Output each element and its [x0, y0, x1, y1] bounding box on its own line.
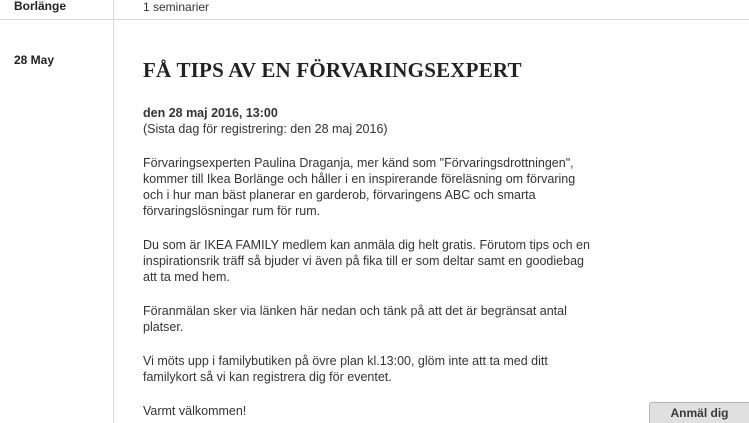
previous-event-seminar-count: 1 seminarier — [143, 0, 210, 14]
event-paragraph: Förvaringsexperten Paulina Draganja, mer känd som "Förvaringsdrottningen", kommer till Ikea Borlänge och håller i en inspirerande föreläsning om förvaring och i hur man bäst planerar en garderob, förvaringens ABC och smarta förvaringslösningar rum för rum. — [143, 156, 576, 218]
previous-event-location: Borlänge — [14, 0, 67, 13]
event-detail-row — [0, 20, 749, 423]
event-paragraph: Du som är IKEA FAMILY medlem kan anmäla dig helt gratis. Förutom tips och en inspirationsrik träff så bjuder vi även på fika till er som deltar samt en goodiebag att ta med hem. — [143, 238, 590, 284]
event-paragraph: Föranmälan sker via länken här nedan och tänk på att det är begränsat antal platser. — [143, 304, 567, 334]
page-title: FÅ TIPS AV EN FÖRVARINGSEXPERT — [143, 58, 522, 82]
event-registration-deadline: (Sista dag för registrering: den 28 maj 2016) — [143, 122, 388, 136]
event-paragraph: Vi möts upp i familybutiken på övre plan kl.13:00, glöm inte att ta med ditt familykort så vi kan registrera dig för eventet. — [143, 354, 548, 384]
register-button[interactable]: Anmäl dig — [649, 402, 749, 423]
event-content — [114, 20, 749, 423]
event-datetime: den 28 maj 2016, 13:00 — [143, 106, 278, 120]
event-paragraph: Varmt välkommen! — [143, 404, 247, 418]
event-date: 28 May — [14, 53, 55, 67]
previous-event-row — [0, 0, 749, 20]
